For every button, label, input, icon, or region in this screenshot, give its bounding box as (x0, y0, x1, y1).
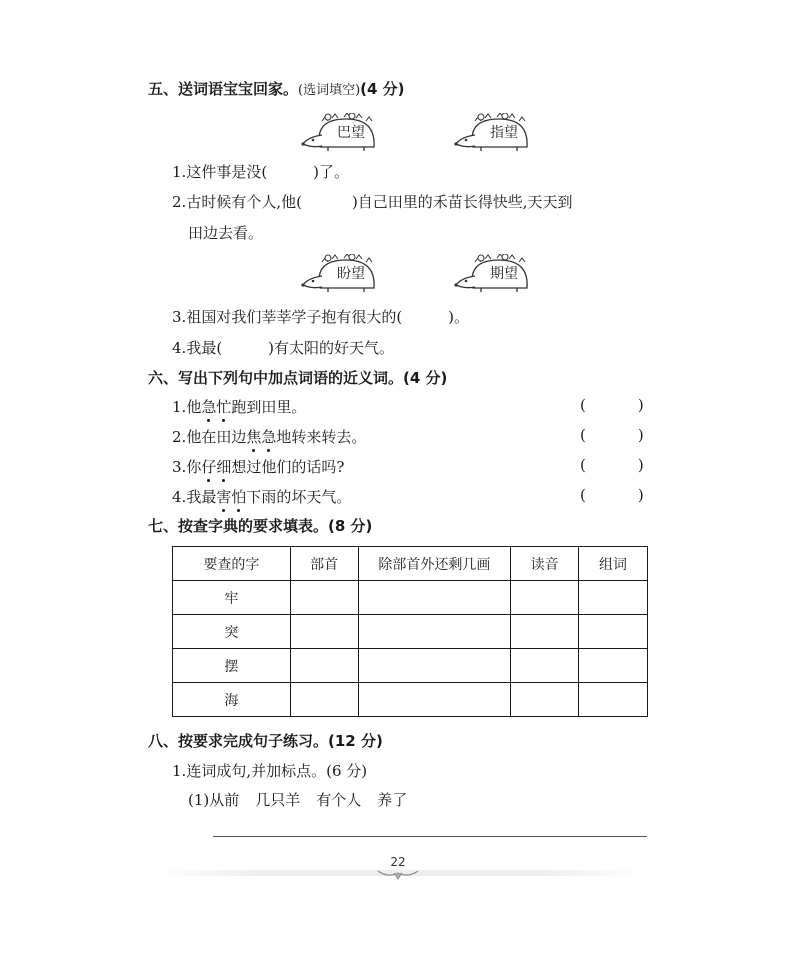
answer-cell[interactable] (358, 683, 511, 717)
q-text-after: )了。 (313, 163, 350, 181)
dotted-char: 急 (201, 398, 217, 416)
word-card-zhiwang (453, 113, 531, 153)
ribbon-ornament-icon (376, 868, 420, 880)
paren-close: ) (637, 396, 644, 414)
s8-item-1 (188, 789, 407, 810)
s5-question-3 (172, 306, 469, 327)
answer-cell[interactable] (358, 615, 511, 649)
answer-paren-3[interactable] (580, 456, 644, 474)
paren-open: ( (580, 486, 586, 504)
answer-cell[interactable] (579, 683, 648, 717)
answer-cell[interactable] (579, 615, 648, 649)
q-text: 他 (186, 398, 202, 416)
word-card-bawang (300, 113, 378, 153)
word-chip: 从前 (209, 791, 240, 809)
dotted-char: 焦 (246, 428, 262, 446)
table-header: 除部首外还剩几画 (358, 547, 511, 581)
answer-cell[interactable] (290, 649, 358, 683)
q-text: 想过他们的话吗? (231, 458, 345, 476)
q-text-after: )。 (448, 308, 470, 326)
q-text-before: 祖国对我们莘莘学子抱有很大的( (186, 308, 403, 326)
table-char-cell: 海 (173, 683, 291, 717)
section8-score: (12 分) (328, 732, 383, 750)
word-chip: 养了 (377, 791, 408, 809)
q-score: (6 分) (326, 762, 368, 780)
dotted-char: 仔 (201, 458, 217, 476)
s5-question-4 (172, 337, 394, 358)
paren-open: ( (580, 426, 586, 444)
q-number: 1. (172, 163, 187, 181)
paren-close: ) (637, 426, 644, 444)
section8-heading (148, 730, 383, 751)
section5-score: (4 分) (360, 80, 405, 98)
table-header: 部首 (290, 547, 358, 581)
q-text: 我最 (186, 488, 217, 506)
section6-heading (148, 367, 447, 388)
q-text: 下雨的坏天气。 (246, 488, 352, 506)
table-char-cell: 突 (173, 615, 291, 649)
q-number: 3. (172, 458, 187, 476)
paren-open: ( (580, 396, 586, 414)
q-text-after: )有太阳的好天气。 (268, 339, 395, 357)
section6-title: 六、写出下列句中加点词语的近义词。 (148, 369, 404, 387)
section8-title: 八、按要求完成句子练习。 (148, 732, 329, 750)
s6-item-3 (172, 456, 344, 477)
q-number: 3. (172, 308, 187, 326)
answer-cell[interactable] (290, 683, 358, 717)
q-text: 连词成句,并加标点。 (186, 762, 327, 780)
q-text: 跑到田里。 (231, 398, 307, 416)
answer-cell[interactable] (290, 581, 358, 615)
word-chip: 有个人 (316, 791, 362, 809)
answer-cell[interactable] (511, 683, 579, 717)
answer-cell[interactable] (511, 615, 579, 649)
s6-item-2 (172, 426, 366, 447)
word-card-qiwang (453, 254, 531, 294)
table-row (173, 649, 648, 683)
answer-cell[interactable] (358, 649, 511, 683)
footer-divider (213, 836, 647, 837)
s6-item-4 (172, 486, 351, 507)
answer-cell[interactable] (579, 649, 648, 683)
paren-close: ) (637, 456, 644, 474)
q-number: 4. (172, 339, 187, 357)
q-number: 4. (172, 488, 187, 506)
q-text-before: 这件事是没( (186, 163, 268, 181)
section6-score: (4 分) (403, 369, 448, 387)
dotted-char: 忙 (216, 398, 232, 416)
q-number: 1. (172, 398, 187, 416)
answer-cell[interactable] (511, 581, 579, 615)
answer-cell[interactable] (358, 581, 511, 615)
q-number: 2. (172, 428, 187, 446)
table-header: 要查的字 (173, 547, 291, 581)
table-char-cell: 摆 (173, 649, 291, 683)
answer-cell[interactable] (290, 615, 358, 649)
q-text: 他在田边 (186, 428, 247, 446)
q-number: (1) (188, 791, 210, 809)
table-header: 组词 (579, 547, 648, 581)
word-label: 巴望 (337, 125, 365, 141)
s8-sub-1 (172, 760, 367, 781)
paren-close: ) (637, 486, 644, 504)
answer-paren-4[interactable] (580, 486, 644, 504)
dotted-char: 害 (216, 488, 232, 506)
q-text: 地转来转去。 (276, 428, 367, 446)
section5-heading (148, 78, 405, 99)
paren-open: ( (580, 456, 586, 474)
q-number: 2. (172, 193, 187, 211)
page-number: 22 (390, 855, 406, 869)
word-label: 期望 (490, 266, 518, 282)
section5-note: (选词填空) (298, 83, 361, 98)
answer-paren-1[interactable] (580, 396, 644, 414)
table-row (173, 615, 648, 649)
q-text-after: )自己田里的禾苗长得快些,天天到 (351, 193, 573, 211)
dictionary-table (172, 546, 648, 717)
section7-heading (148, 515, 372, 536)
table-header: 读音 (511, 547, 579, 581)
answer-cell[interactable] (579, 581, 648, 615)
q-text-before: 我最( (186, 339, 223, 357)
word-chip: 几只羊 (255, 791, 301, 809)
word-card-panwang (300, 254, 378, 294)
answer-paren-2[interactable] (580, 426, 644, 444)
dotted-char: 细 (216, 458, 232, 476)
table-header-row (173, 547, 648, 581)
word-label: 指望 (490, 125, 518, 141)
q-text-before: 古时候有个人,他( (186, 193, 302, 211)
table-char-cell: 牢 (173, 581, 291, 615)
s5-question-1 (172, 161, 349, 182)
s5-question-2 (172, 191, 573, 212)
dotted-char: 怕 (231, 488, 247, 506)
dotted-char: 急 (261, 428, 277, 446)
section5-title: 五、送词语宝宝回家。 (148, 80, 299, 98)
table-row (173, 683, 648, 717)
word-label: 盼望 (337, 266, 365, 282)
answer-cell[interactable] (511, 649, 579, 683)
section7-score: (8 分) (328, 517, 373, 535)
s5-question-2-cont: 田边去看。 (188, 224, 264, 242)
q-number: 1. (172, 762, 187, 780)
q-text: 你 (186, 458, 202, 476)
s6-item-1 (172, 396, 306, 417)
table-row (173, 581, 648, 615)
section7-title: 七、按查字典的要求填表。 (148, 517, 329, 535)
